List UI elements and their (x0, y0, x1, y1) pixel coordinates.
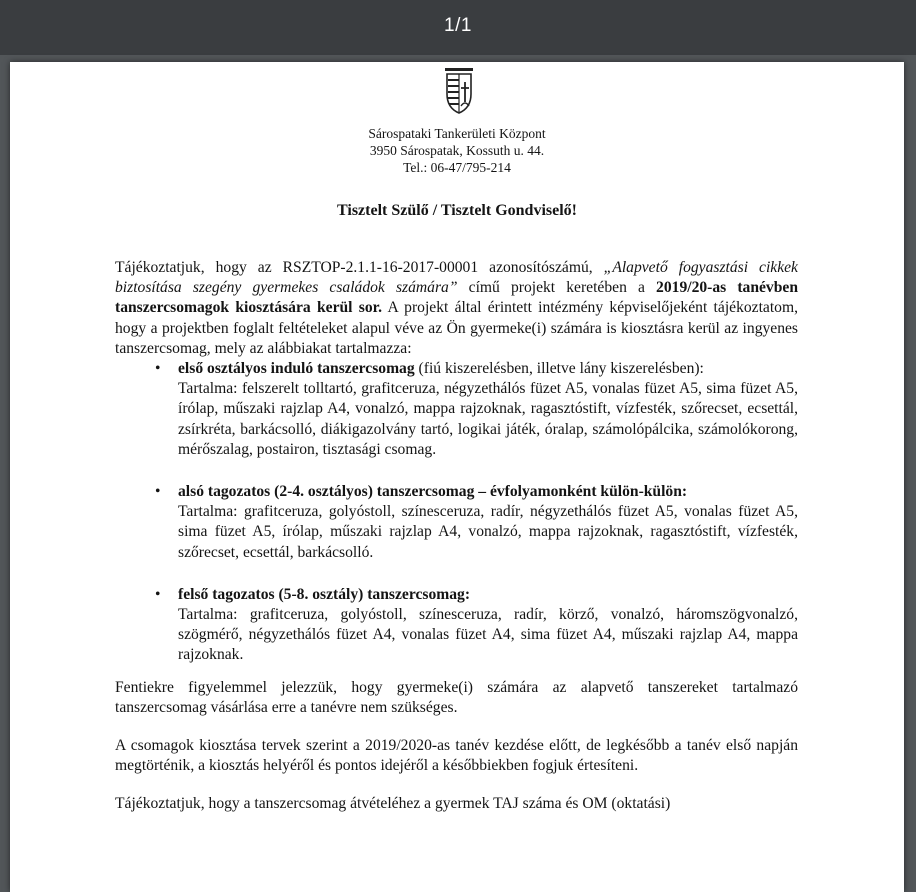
page-indicator: 1/1 (444, 15, 472, 36)
bullet-icon: • (155, 585, 161, 603)
intro-paragraph (115, 258, 798, 359)
greeting: Tisztelt Szülő / Tisztelt Gondviselő! (336, 202, 577, 219)
package-contents: Tartalma: grafitceruza, golyóstoll, színesceruza, radír, körző, vonalzó, háromszögvonalzó, szögmérő, négyzethálós füzet A4, vonalas füzet A4, sima füzet A4, műszaki rajzlap A4, mappa rajzoknak. (178, 606, 798, 664)
package-contents: Tartalma: grafitceruza, golyóstoll, színesceruza, radír, négyzethálós füzet A5, vonalas füzet A5, sima füzet A5, írólap, műszaki rajzlap A4, vonalzó, mappa rajzoknak, ragasztóstift, vízfesték, szőrecset, ecsettál, barkácsolló. (178, 503, 798, 561)
spacer (115, 666, 798, 678)
intro-text-5: A projekt által érintett intézmény képviselőjeként tájékoztatom, hogy a projektben foglalt feltételeket alapul véve az Ön gyermeke(i) számára is kiosztásra kerül az ingyenes tanszercsomag, mely az alábbiakat tartalmazza: (115, 299, 798, 357)
package-list (115, 359, 798, 666)
viewer-toolbar (0, 0, 916, 55)
spacer (115, 718, 798, 736)
package-title: első osztályos induló tanszercsomag (178, 360, 415, 378)
letterhead-address: 3950 Sárospatak, Kossuth u. 44. (369, 143, 545, 158)
package-title: felső tagozatos (5-8. osztály) tanszercsomag: (178, 585, 471, 603)
list-item (115, 359, 798, 460)
spacer (115, 460, 798, 482)
list-item (115, 482, 798, 563)
bullet-icon: • (155, 360, 161, 378)
package-note: (fiú kiszerelésben, illetve lány kiszerelésben): (414, 360, 704, 378)
package-title: alsó tagozatos (2-4. osztályos) tanszercsomag – évfolyamonként külön-külön: (178, 483, 688, 501)
paragraph-distribution: A csomagok kiosztása tervek szerint a 2019/2020-as tanév kezdése előtt, de legkésőbb a tanév első napján megtörténik, a kiosztás helyéről és pontos idejéről a későbbiekben fogjuk értesíteni. (115, 737, 798, 775)
intro-highlight: 2019/20-as tanévben tanszercsomagok kiosztására kerül sor. (115, 279, 798, 317)
letterhead-phone: Tel.: 06-47/795-214 (403, 160, 511, 175)
document-page[interactable] (10, 62, 904, 892)
bullet-icon: • (155, 483, 161, 501)
spacer (115, 563, 798, 585)
intro-text-3: című projekt keretében a (457, 279, 657, 297)
paragraph-requirements: Tájékoztatjuk, hogy a tanszercsomag átvételéhez a gyermek TAJ száma és OM (oktatási) (115, 795, 671, 813)
letter-body (115, 258, 798, 815)
intro-text-1: Tájékoztatjuk, hogy az RSZTOP-2.1.1-16-2017-00001 azonosítószámú, (115, 259, 604, 276)
spacer (115, 776, 798, 794)
paragraph-no-purchase: Fentiekre figyelemmel jelezzük, hogy gyermeke(i) számára az alapvető tanszereket tartalmazó tanszercsomag vásárlása erre a tanévre nem szükséges. (115, 678, 798, 716)
project-title: „Alapvető fogyasztási cikkek biztosítása szegény gyermekes családok számára” (115, 259, 798, 297)
list-item (115, 585, 798, 666)
package-contents: Tartalma: felszerelt tolltartó, grafitceruza, négyzethálós füzet A5, vonalas füzet A5, sima füzet A5, írólap, műszaki rajzlap A4, vonalzó, mappa rajzoknak, ragasztóstift, vízfesték, szőrecset, ecsettál, zsírkréta, barkácsolló, diákigazolvány tartó, logikai játék, óralap, számolópálcika, számolókorong, mérőszalag, postairon, tisztasági csomag. (178, 380, 798, 458)
coat-of-arms-icon (440, 62, 478, 114)
letterhead-org: Sárospataki Tankerületi Központ (368, 126, 546, 141)
